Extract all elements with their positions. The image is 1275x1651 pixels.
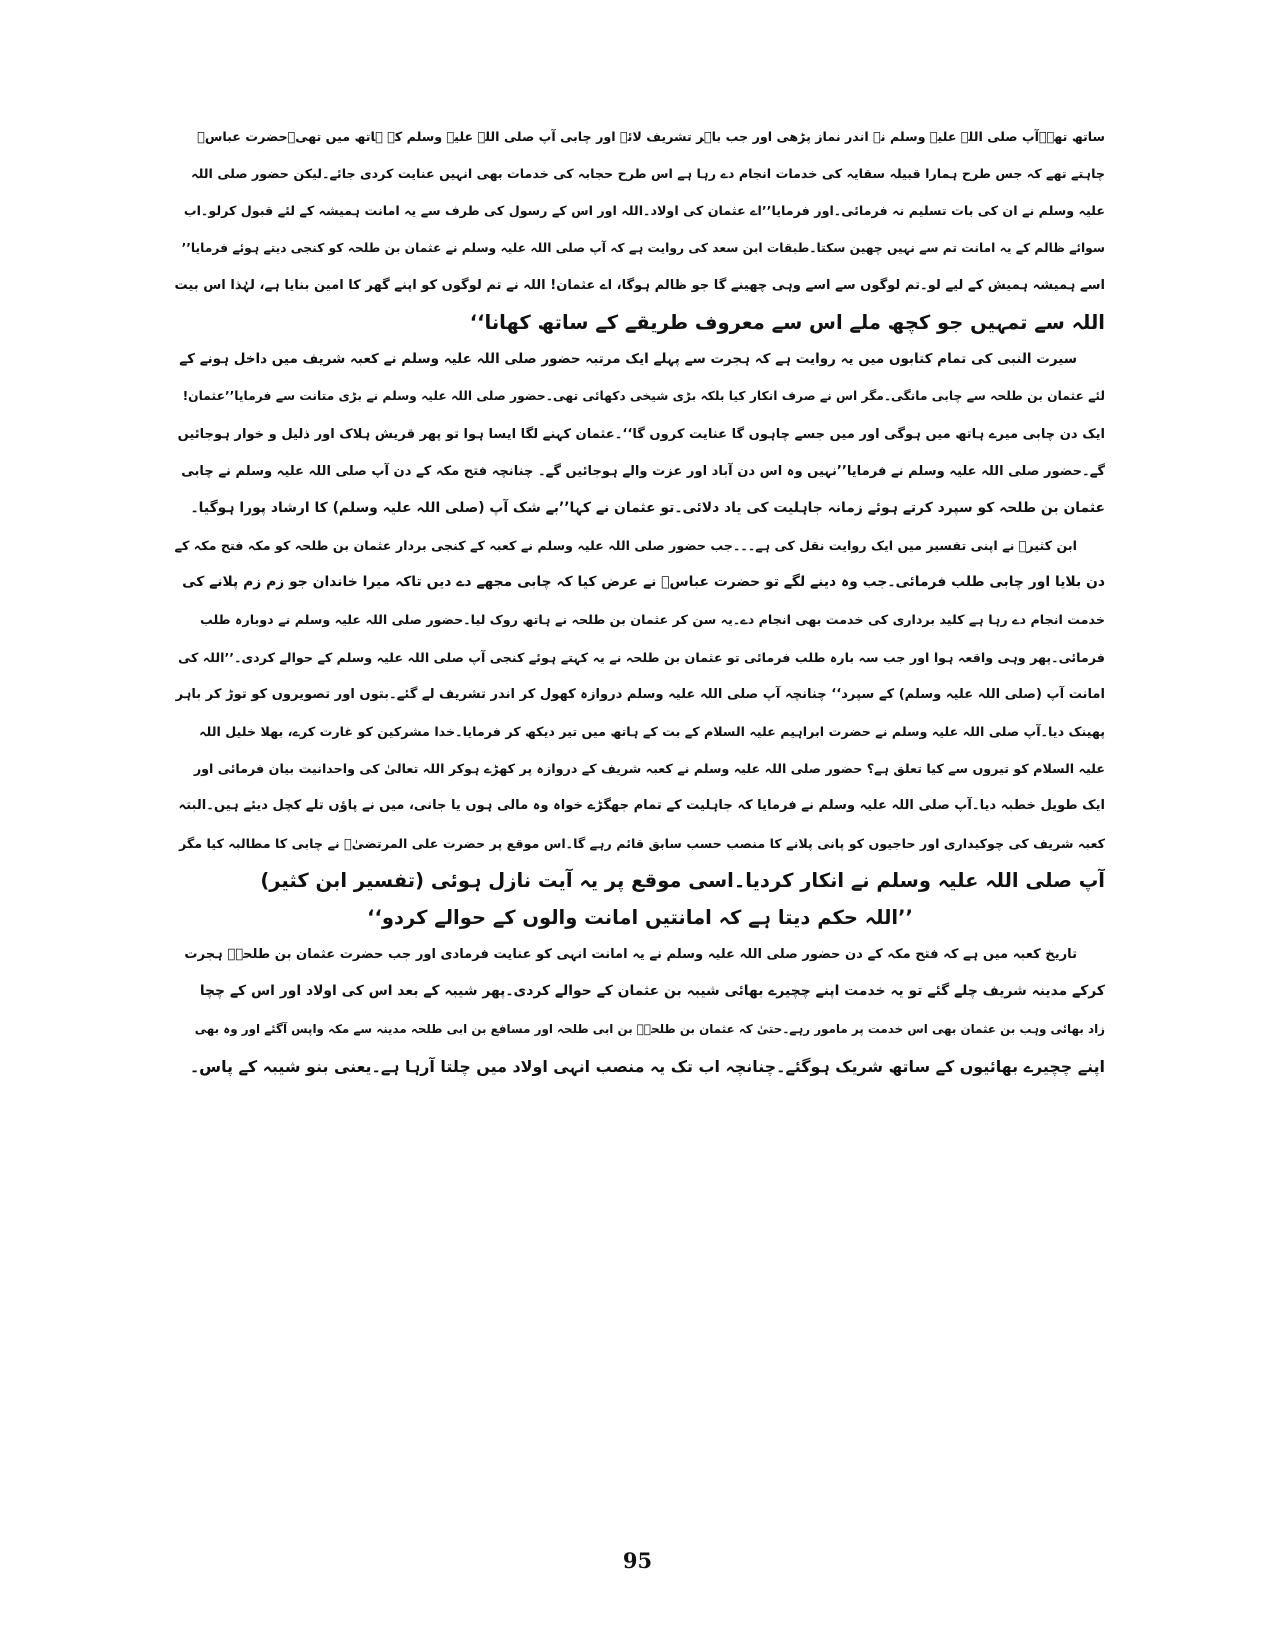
text-line: اللہ سے تمہیں جو کچھ ملے اس سے معروف طریقے کے ساتھ کھانا‘‘ — [469, 310, 1105, 334]
text-line: علیہ السلام کو تیروں سے کیا تعلق ہے؟ حضور صلی اللہ علیہ وسلم نے کعبہ شریف کے دروازہ پر کھڑے ہوکر اللہ تعالیٰ کی واحدانیت بیان فرمائی اور — [193, 761, 1105, 777]
text-line: چاہتے تھے کہ جس طرح ہمارا قبیلہ سقایہ کی خدمات انجام دے رہا ہے اس طرح حجابہ کی خدمات بھی انہیں عنایت کردی جائے۔لیکن حضور صلی اللہ — [191, 166, 1105, 182]
paragraph-start-line: ابن کثیرؒ نے اپنی تفسیر میں ایک روایت نقل کی ہے۔۔۔جب حضور صلی اللہ علیہ وسلم نے کعبہ کے کنجی بردار عثمان بن طلحہ کو مکہ فتح مکہ کے — [175, 538, 1077, 554]
body-text — [175, 118, 1105, 1085]
text-line: زاد بھائی وہب بن عثمان بھی اس خدمت پر مامور رہے۔حتیٰ کہ عثمان بن طلحہؓ بن ابی طلحہ اور مسافع بن ابی طلحہ مدینہ سے مکہ واپس آگئے اور وہ بھی — [194, 1021, 1105, 1036]
text-line: لئے عثمان بن طلحہ سے چابی مانگی۔مگر اس نے صرف انکار کیا بلکہ بڑی شیخی دکھائی تھی۔حضور صلی اللہ علیہ وسلم نے بڑی متانت سے فرمایا’’عثمان! — [182, 389, 1105, 404]
text-line: عثمان بن طلحہ کو سپرد کرتے ہوئے زمانہ جاہلیت کی یاد دلائی۔تو عثمان نے کہا’’بے شک آپ (صلی اللہ علیہ وسلم) کا ارشاد پورا ہوگیا۔ — [190, 499, 1105, 516]
text-line: آپ صلی اللہ علیہ وسلم نے انکار کردیا۔اسی موقع پر یہ آیت نازل ہوئی (تفسیر ابن کثیر) — [260, 868, 1105, 892]
text-line: ایک طویل خطبہ دیا۔آپ صلی اللہ علیہ وسلم نے فرمایا کہ جاہلیت کے تمام جھگڑے خواہ وہ مالی ہوں یا جانی، میں نے پاؤں تلے کچل دیئے ہیں۔البتہ — [178, 798, 1105, 814]
paragraph-start-line: سیرت النبی کی تمام کتابوں میں یہ روایت ہے کہ ہجرت سے پہلے ایک مرتبہ حضور صلی اللہ علیہ وسلم نے کعبہ شریف میں داخل ہونے کے — [179, 351, 1077, 368]
text-line: دن بلایا اور چابی طلب فرمائی۔جب وہ دینے لگے تو حضرت عباسؓ نے عرض کیا کہ چابی مجھے دے دیں تاکہ میرا خاندان جو زم زم پلانے کی — [182, 574, 1105, 591]
text-line: ساتھ تھے۔آپ صلی اللہ علیہ وسلم نے اندر نماز پڑھی اور جب باہر تشریف لائے اور چابی آپ صلی اللہ علیہ وسلم کے ہاتھ میں تھی۔حضرت عباسؓ — [197, 129, 1105, 144]
text-line: پھینک دیا۔آپ صلی اللہ علیہ وسلم نے حضرت ابراہیم علیہ السلام کے بت کے ہاتھ میں تیر دیکھ کر فرمایا۔خدا مشرکین کو غارت کرے، بھلا خلیل اللہ — [199, 724, 1105, 739]
page-number: 95 — [622, 1548, 653, 1573]
text-line: خدمت انجام دے رہا ہے کلید برداری کی خدمت بھی انجام دے۔یہ سن کر عثمان بن طلحہ نے ہاتھ روک لیا۔حضور صلی اللہ علیہ وسلم نے دوبارہ طلب — [200, 612, 1105, 628]
paragraph-start-line: تاریخ کعبہ میں ہے کہ فتح مکہ کے دن حضور صلی اللہ علیہ وسلم نے یہ امانت انہی کو عنایت فرمادی اور جب حضرت عثمان بن طلحہؓ ہجرت — [184, 947, 1077, 963]
quranic-quote-line: ’’اللہ حکم دیتا ہے کہ امانتیں امانت والوں کے حوالے کردو‘‘ — [367, 905, 913, 929]
text-line: فرمائی۔پھر وہی واقعہ ہوا اور جب سہ بارہ طلب فرمائی تو عثمان بن طلحہ نے یہ کہتے ہوئے کنجی آپ صلی اللہ علیہ وسلم کے حوالے کردی۔’’اللہ کی — [178, 649, 1105, 665]
text-line: ایک دن چابی میرے ہاتھ میں ہوگی اور میں جسے چاہوں گا عنایت کروں گا‘‘۔عثمان کہنے لگا ایسا ہوا تو پھر قریش ہلاک اور ذلیل و خوار ہوجائیں — [177, 426, 1105, 442]
text-line: امانت آپ (صلی اللہ علیہ وسلم) کے سپرد‘‘ چنانچہ آپ صلی اللہ علیہ وسلم دروازہ کھول کر اندر تشریف لے گئے۔بتوں اور تصویروں کو توڑ کر باہر — [175, 686, 1105, 702]
text-line: اسے ہمیشہ ہمیش کے لیے لو۔تم لوگوں سے اسے وہی چھینے گا جو ظالم ہوگا، اے عثمان! اللہ نے تم لوگوں کو اپنے گھر کا امین بنایا ہے، لہٰذا اس بیت — [175, 277, 1105, 293]
text-line: کرکے مدینہ شریف چلے گئے تو یہ خدمت اپنے چچیرے بھائی شیبہ بن عثمان کے حوالے کردی۔پھر شیبہ کے بعد اس کی اولاد اور اس کے چچا — [199, 983, 1105, 1000]
text-line: اپنے چچیرے بھائیوں کے ساتھ شریک ہوگئے۔چنانچہ اب تک یہ منصب انہی اولاد میں چلتا آرہا ہے۔یعنی بنو شیبہ کے پاس۔ — [189, 1056, 1105, 1076]
text-line: علیہ وسلم نے ان کی بات تسلیم نہ فرمائی۔اور فرمایا’’اے عثمان کی اولاد۔اللہ اور اس کے رسول کی طرف سے یہ امانت ہمیشہ کے لئے قبول کرلو۔اب — [183, 203, 1105, 219]
text-line: سوائے ظالم کے یہ امانت تم سے نہیں چھین سکتا۔طبقات ابن سعد کی روایت ہے کہ آپ صلی اللہ علیہ وسلم نے عثمان بن طلحہ کو کنجی دیتے ہوئے فرمایا’’ — [181, 240, 1105, 255]
text-line: کعبہ شریف کی چوکیداری اور حاجیوں کو پانی پلانے کا منصب حسب سابق قائم رہے گا۔اس موقع پر حضرت علی المرتضیٰؓ نے چابی کا مطالبہ کیا مگر — [178, 835, 1105, 851]
text-line: گے۔حضور صلی اللہ علیہ وسلم نے فرمایا’’نہیں وہ اس دن آباد اور عزت والے ہوجائیں گے۔ چنانچہ فتح مکہ کے دن آپ صلی اللہ علیہ وسلم نے چابی — [181, 463, 1105, 479]
